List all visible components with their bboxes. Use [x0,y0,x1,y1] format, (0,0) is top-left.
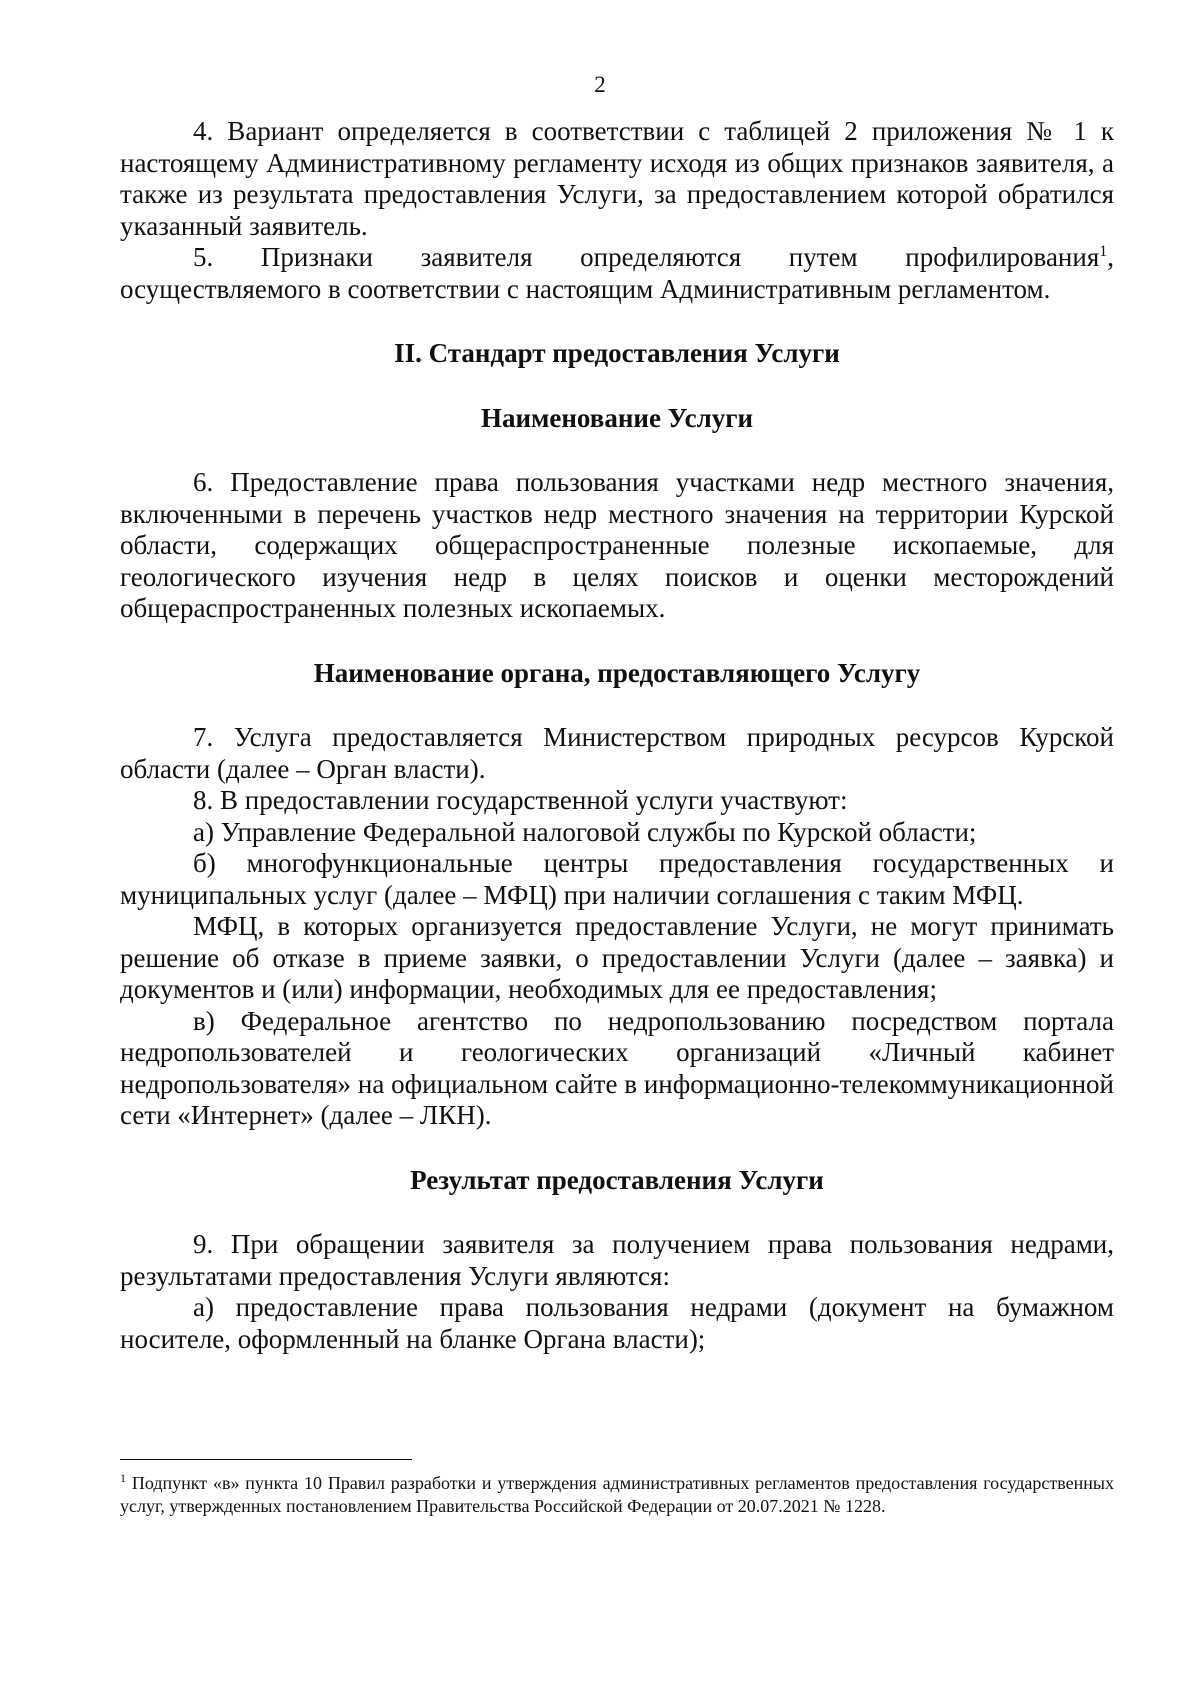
footnote-mark: 1 [120,1471,126,1485]
footnote [120,1472,1114,1518]
paragraph-4: 4. Вариант определяется в соответствии с таблицей 2 приложения № 1 к настоящему Административному регламенту исходя из общих признаков заявителя, а также из результата предоставления Услуги, за предоставлением которой обратился указанный заявитель. [120,116,1114,241]
paragraph-5-text: 5. Признаки заявителя определяются путем профилирования [193,242,1100,272]
paragraph-8: 8. В предоставлении государственной услуги участвуют: [193,785,848,815]
paragraph-6: 6. Предоставление права пользования участками недр местного значения, включенными в перечень участков недр местного значения на территории Курской области, содержащих общераспространенные полезные ископаемые, для геологического изучения недр в целях поисков и оценки месторождений общераспространенных полезных ископаемых. [120,467,1114,623]
paragraph-mfc: МФЦ, в которых организуется предоставление Услуги, не могут принимать решение об отказе в приеме заявки, о предоставлении Услуги (далее – заявка) и документов и (или) информации, необходимых для ее предоставления; [120,911,1114,1004]
paragraph-7: 7. Услуга предоставляется Министерством природных ресурсов Курской области (далее – Орган власти). [120,722,1114,784]
section-title: II. Стандарт предоставления Услуги [394,338,840,368]
paragraph-9: 9. При обращении заявителя за получением права пользования недрами, результатами предоставления Услуги являются: [120,1229,1114,1291]
heading-result: Результат предоставления Услуги [410,1164,824,1195]
paragraph-8v: в) Федеральное агентство по недропользованию посредством портала недропользователей и геологических организаций «Личный кабинет недропользователя» на официальном сайте в информационно-телекоммуникационной сети «Интернет» (далее – ЛКН). [120,1005,1114,1130]
footnote-text: Подпункт «в» пункта 10 Правил разработки и утверждения административных регламентов предоставления государственных услуг, утвержденных постановлением Правительства Российской Федерации от 20.07.2021 № 1228. [120,1473,1114,1516]
paragraph-9a: а) предоставление права пользования недрами (документ на бумажном носителе, оформленный на бланке Органа власти); [120,1292,1114,1354]
document-body [120,116,1114,1355]
paragraph-8b: б) многофункциональные центры предоставления государственных и муниципальных услуг (далее – МФЦ) при наличии соглашения с таким МФЦ. [120,848,1114,910]
page-number: 2 [594,72,606,97]
heading-service-name: Наименование Услуги [480,402,754,433]
paragraph-8a: а) Управление Федеральной налоговой службы по Курской области; [193,816,977,847]
paragraph-5 [120,242,1114,305]
paragraph-5-rest: , осуществляемого в соответствии с настоящим Административным регламентом. [120,242,1114,304]
footnote-divider [120,1459,412,1460]
footnote-reference: 1 [1099,243,1108,260]
heading-authority: Наименование органа, предоставляющего Услугу [313,657,921,688]
